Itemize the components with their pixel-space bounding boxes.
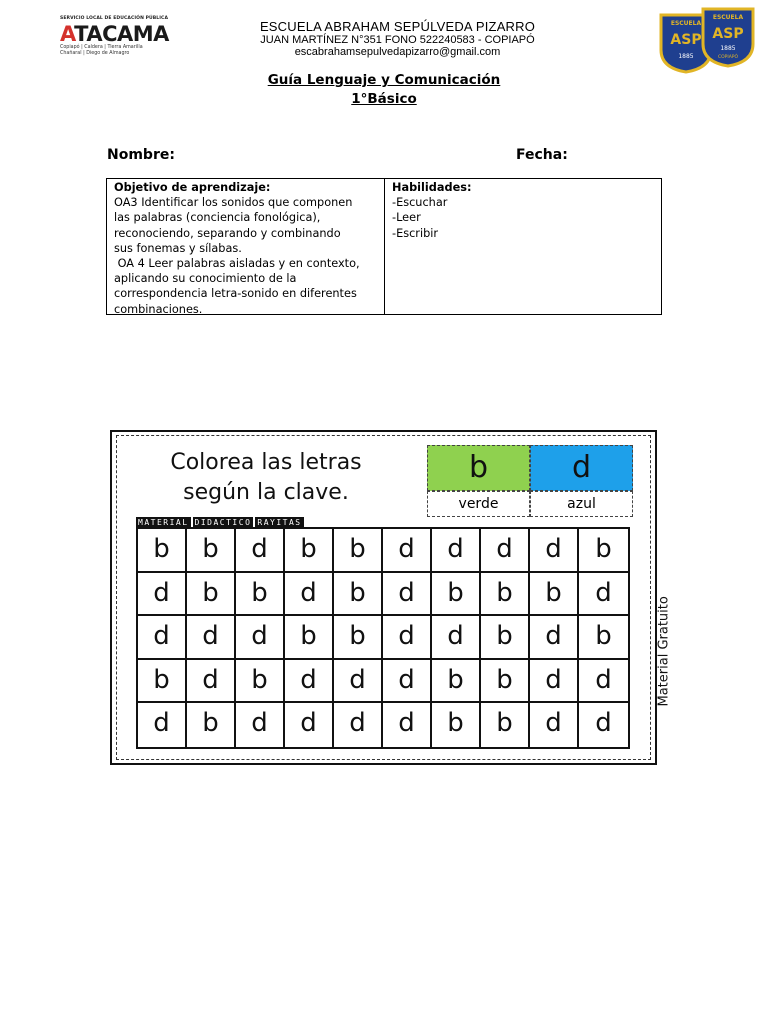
letter-cell[interactable]: d <box>334 703 383 747</box>
letter-cell[interactable]: d <box>236 616 285 660</box>
letter-cell[interactable]: d <box>432 529 481 573</box>
letter-cell[interactable]: b <box>481 660 530 704</box>
skill-item: -Leer <box>392 211 421 225</box>
crest-year-2: 1885 <box>720 45 736 52</box>
letter-cell[interactable]: d <box>530 529 579 573</box>
letter-cell[interactable]: b <box>481 573 530 617</box>
objective-line: OA 4 Leer palabras aisladas y en contexto, <box>114 257 360 271</box>
letter-cell[interactable]: d <box>530 660 579 704</box>
objectives-table <box>106 178 662 315</box>
letter-cell[interactable]: b <box>236 573 285 617</box>
skill-item: -Escribir <box>392 226 439 240</box>
crest-year: 1885 <box>678 53 694 60</box>
letter-cell[interactable]: d <box>383 616 432 660</box>
name-label: Nombre: <box>107 147 175 163</box>
letter-cell[interactable]: d <box>530 703 579 747</box>
letter-cell[interactable]: b <box>579 529 628 573</box>
badge-word: DIDACTICO <box>194 518 252 527</box>
page-title: Guía Lenguaje y Comunicación <box>267 72 501 88</box>
letter-cell[interactable]: d <box>285 573 334 617</box>
letter-cell[interactable]: d <box>530 616 579 660</box>
letter-cell[interactable]: d <box>334 660 383 704</box>
objectives-cell <box>107 179 385 314</box>
letter-cell[interactable]: b <box>138 660 187 704</box>
badge-word: MATERIAL <box>138 518 189 527</box>
objective-line: sus fonemas y sílabas. <box>114 241 242 255</box>
letter-cell[interactable]: b <box>334 616 383 660</box>
crest-city: COPIAPÓ <box>717 55 739 60</box>
letter-cell[interactable]: b <box>138 529 187 573</box>
crest-word: ESCUELA <box>670 20 702 27</box>
letter-cell[interactable]: d <box>579 660 628 704</box>
date-label: Fecha: <box>516 147 568 163</box>
letter-cell[interactable]: b <box>432 573 481 617</box>
skill-item: -Escuchar <box>392 196 448 210</box>
letter-cell[interactable]: d <box>285 660 334 704</box>
skills-cell <box>385 179 661 314</box>
letter-cell[interactable]: d <box>383 529 432 573</box>
objective-line: las palabras (conciencia fonológica), <box>114 211 321 225</box>
letter-cell[interactable]: b <box>530 573 579 617</box>
letter-cell[interactable]: b <box>334 529 383 573</box>
badge-word: RAYITAS <box>257 518 302 527</box>
key-letter-b: b <box>427 445 530 491</box>
letter-cell[interactable]: d <box>432 616 481 660</box>
crest-word-2: ESCUELA <box>712 14 744 21</box>
skills-heading: Habilidades: <box>392 181 472 194</box>
letter-cell[interactable]: d <box>383 660 432 704</box>
letter-cell[interactable]: d <box>383 703 432 747</box>
logo-top-text: SERVICIO LOCAL DE EDUCACIÓN PÚBLICA <box>60 16 169 21</box>
letter-cell[interactable]: b <box>432 660 481 704</box>
objective-line: combinaciones. <box>114 302 203 316</box>
crest-initials: ASP <box>670 32 702 48</box>
letter-cell[interactable]: d <box>236 529 285 573</box>
coloring-worksheet <box>110 430 672 765</box>
atacama-logo <box>60 16 190 66</box>
objective-line: correspondencia letra-sonido en diferentes <box>114 287 357 301</box>
letter-cell[interactable]: d <box>138 573 187 617</box>
logo-name: ATACAMA <box>60 22 169 46</box>
worksheet-instruction <box>136 448 396 508</box>
page-subtitle: 1°Básico <box>351 91 417 107</box>
letter-cell[interactable]: b <box>481 703 530 747</box>
letter-cell[interactable]: d <box>187 616 236 660</box>
objective-line: aplicando su conocimiento de la <box>114 272 297 286</box>
letter-cell[interactable]: d <box>138 703 187 747</box>
letter-cell[interactable]: b <box>334 573 383 617</box>
letter-cell[interactable]: b <box>236 660 285 704</box>
school-address: JUAN MARTÍNEZ N°351 FONO 522240583 - COPIAPÓ <box>260 34 535 46</box>
letter-cell[interactable]: d <box>285 703 334 747</box>
letter-cell[interactable]: d <box>595 708 612 739</box>
letter-cell[interactable]: d <box>236 703 285 747</box>
key-label-azul: azul <box>530 491 633 517</box>
letter-cell[interactable]: b <box>579 616 628 660</box>
letter-cell[interactable]: b <box>432 703 481 747</box>
objective-line: reconociendo, separando y combinando <box>114 226 341 240</box>
letter-cell[interactable]: d <box>481 529 530 573</box>
letter-cell[interactable]: d <box>138 616 187 660</box>
letter-grid <box>136 527 630 749</box>
crest-initials-2: ASP <box>712 26 744 42</box>
school-name: ESCUELA ABRAHAM SEPÚLVEDA PIZARRO <box>259 19 536 34</box>
key-letter-d: d <box>530 445 633 491</box>
objectives-heading: Objetivo de aprendizaje: <box>114 181 271 194</box>
letter-cell[interactable]: b <box>187 703 236 747</box>
logo-places-1: Copiapó | Caldera | Tierra Amarilla <box>60 45 143 50</box>
letter-cell[interactable]: d <box>187 660 236 704</box>
letter-cell[interactable]: d <box>383 573 432 617</box>
letter-cell[interactable]: b <box>187 529 236 573</box>
school-header <box>230 19 565 59</box>
school-crest-icon-2 <box>700 6 756 68</box>
objective-line: OA3 Identificar los sonidos que componen <box>114 196 353 210</box>
side-text: Material Gratuito <box>656 596 672 707</box>
letter-cell[interactable]: b <box>187 573 236 617</box>
school-email: escabrahamsepulvedapizarro@gmail.com <box>294 46 501 58</box>
letter-cell[interactable]: b <box>481 616 530 660</box>
letter-cell[interactable]: b <box>285 616 334 660</box>
color-key <box>427 445 633 518</box>
letter-cell[interactable]: d <box>579 573 628 617</box>
instruction-line-2: según la clave. <box>183 480 349 505</box>
letter-cell[interactable]: b <box>285 529 334 573</box>
key-label-verde: verde <box>427 491 530 517</box>
logo-places-2: Chañaral | Diego de Almagro <box>60 51 130 56</box>
instruction-line-1: Colorea las letras <box>170 450 362 475</box>
